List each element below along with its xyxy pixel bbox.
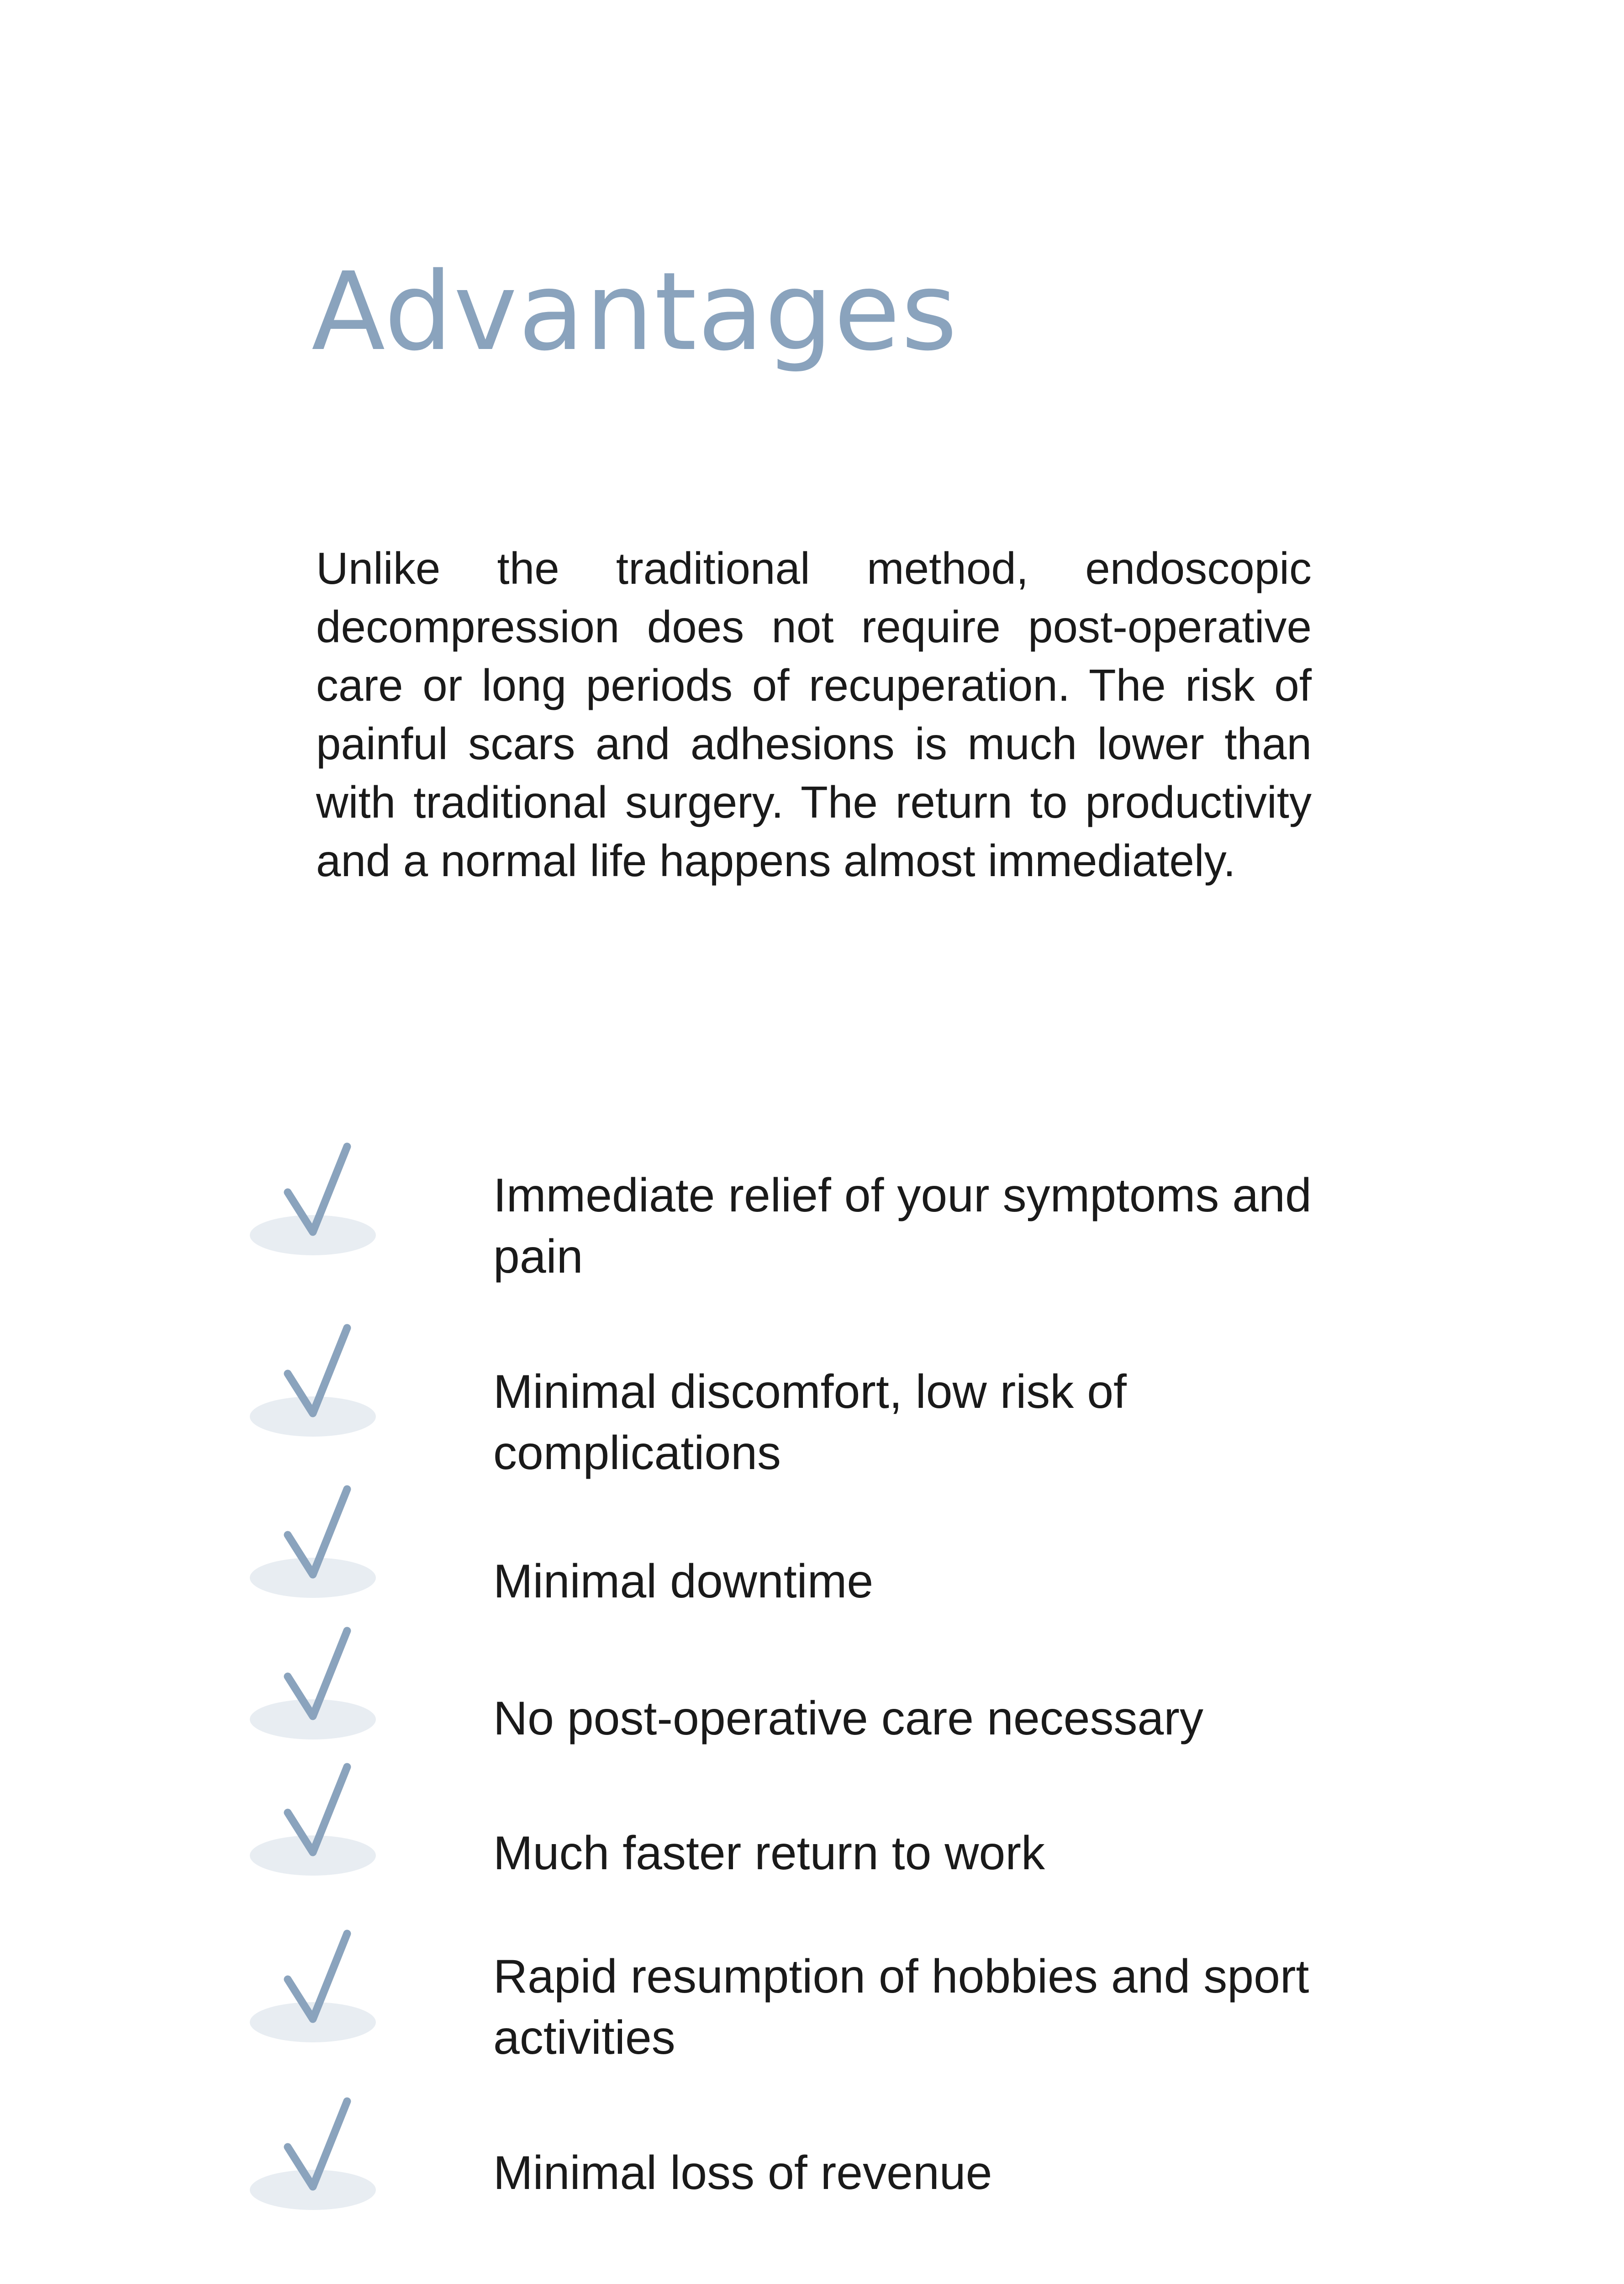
checkmark-icon (247, 1319, 379, 1451)
advantage-text: Minimal loss of revenue (493, 2147, 992, 2199)
checkmark-icon (247, 2092, 379, 2225)
intro-paragraph: Unlike the traditional method, endoscopic decompression does not require post-operative care or long periods of recuperation. The risk of painful scars and adhesions is much lower than with traditional surgery. The return to productivity and a normal life happens almost immediately. (316, 543, 1312, 886)
advantage-text: Immediate relief of your symptoms and pain (493, 1169, 1312, 1283)
advantage-text: Rapid resumption of hobbies and sport activities (493, 1950, 1309, 2064)
advantage-text: Minimal downtime (493, 1555, 874, 1608)
page-title: Advantages (311, 249, 959, 375)
checkmark-icon (247, 1758, 379, 1890)
checkmark-icon (247, 1622, 379, 1754)
advantage-text: No post-operative care necessary (493, 1692, 1203, 1745)
checkmark-icon (247, 1480, 379, 1613)
checkmark-icon (247, 1924, 379, 2057)
advantage-text: Much faster return to work (493, 1827, 1045, 1880)
checkmark-icon (247, 1137, 379, 1270)
advantage-text: Minimal discomfort, low risk of complications (493, 1365, 1127, 1480)
